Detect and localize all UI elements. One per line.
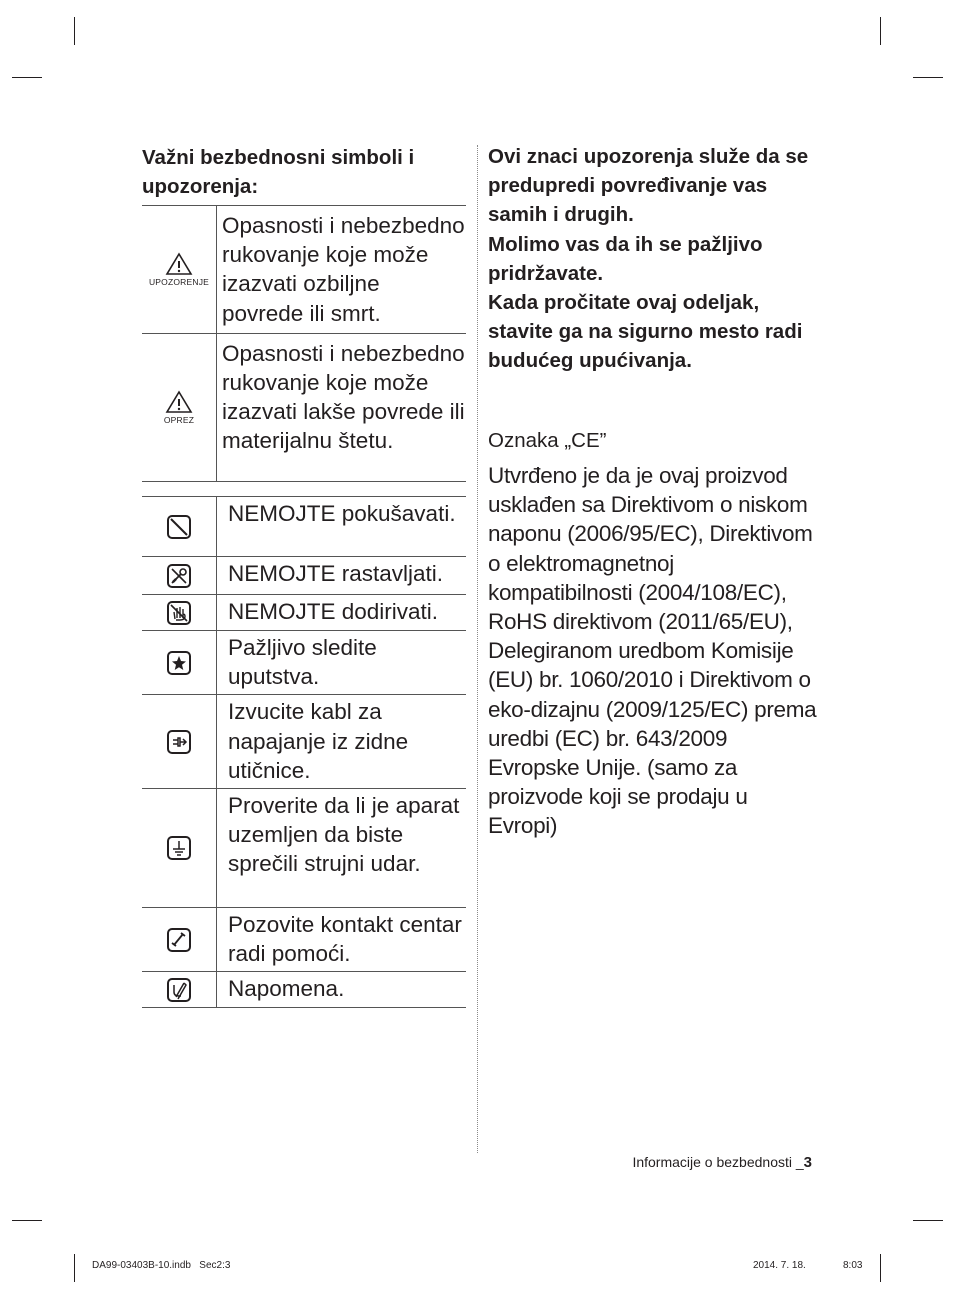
symbol-icon-cell [142, 695, 217, 789]
crop-mark [880, 1254, 881, 1282]
symbol-text: Izvucite kabl za napajanje iz zidne utičnice. [217, 695, 467, 789]
warning-text: Opasnosti i nebezbedno rukovanje koje može izazvati ozbiljne povrede ili smrt. [217, 206, 467, 334]
symbol-row [142, 695, 466, 789]
star-follow-icon [167, 651, 191, 675]
caution-row [142, 333, 466, 481]
symbol-text: Proverite da li je aparat uzemljen da biste sprečili strujni udar. [217, 789, 467, 908]
symbols-table [142, 496, 466, 1008]
symbol-row [142, 595, 466, 631]
crop-mark [74, 1254, 75, 1282]
prohibited-icon [167, 515, 191, 539]
note-icon [167, 978, 191, 1002]
symbol-icon-cell [142, 972, 217, 1008]
warning-triangle-icon [165, 252, 193, 276]
crop-mark [913, 77, 943, 78]
notice-paragraph: Molimo vas da ih se pažljivo pridržavate. [488, 232, 763, 285]
ce-heading: Oznaka „CE” [488, 429, 607, 452]
footer-section-title: Informacije o bezbednosti _ [632, 1154, 804, 1170]
page-footer [632, 1154, 812, 1171]
symbol-row [142, 557, 466, 595]
symbol-text: NEMOJTE pokušavati. [217, 497, 467, 557]
symbol-icon-cell [142, 631, 217, 695]
symbol-text: Napomena. [217, 972, 467, 1008]
no-touch-icon [167, 601, 191, 625]
crop-mark [12, 77, 42, 78]
ground-icon [167, 836, 191, 860]
symbol-row [142, 972, 466, 1008]
crop-mark [880, 17, 881, 45]
crop-mark [12, 1220, 42, 1221]
symbol-text: Pažljivo sledite uputstva. [217, 631, 467, 695]
print-date: 2014. 7. 18. [753, 1260, 806, 1271]
symbol-text: Pozovite kontakt centar radi pomoći. [217, 908, 467, 972]
symbol-icon-cell [142, 908, 217, 972]
no-disassemble-icon [167, 564, 191, 588]
symbol-icon-cell [142, 789, 217, 908]
print-file-info: DA99-03403B-10.indb Sec2:3 [92, 1260, 231, 1271]
warning-notice [488, 142, 818, 376]
warning-label: UPOZORENJE [148, 276, 210, 287]
caution-text: Opasnosti i nebezbedno rukovanje koje može izazvati lakše povrede ili materijalnu štetu. [217, 333, 467, 481]
warning-icon-cell [142, 206, 217, 334]
print-time: 8:03 [843, 1260, 863, 1271]
column-divider [477, 145, 478, 1153]
ce-paragraph: Utvrđeno je da je ovaj proizvod usklađen sa Direktivom o niskom naponu (2006/95/EC), Direktivom o elektromagnetnoj kompatibilnosti (2004/108/EC), RoHS direktivom (2011/65/EU), Delegiranom uredbom Komisije (EU) br. 1060/2010 i Direktivom o eko-dizajnu (2009/125/EC) prema uredbi (EC) br. 643/2009 Evropske Unije. (samo za proizvode koji se prodaju u Evropi) [488, 463, 817, 839]
symbol-icon-cell [142, 557, 217, 595]
unplug-icon [167, 730, 191, 754]
crop-mark [74, 17, 75, 45]
page-number: 3 [803, 1154, 812, 1171]
notice-paragraph: Ovi znaci upozorenja služe da se predupredi povređivanje vas samih i drugih. [488, 145, 809, 227]
warning-row [142, 206, 466, 334]
caution-label: OPREZ [163, 414, 195, 425]
symbol-icon-cell [142, 595, 217, 631]
notice-paragraph: Kada pročitate ovaj odeljak, stavite ga na sigurno mesto radi budućeg upućivanja. [488, 291, 803, 373]
caution-triangle-icon [165, 390, 193, 414]
crop-mark [913, 1220, 943, 1221]
symbol-icon-cell [142, 497, 217, 557]
symbol-row [142, 789, 466, 908]
warning-table [142, 205, 466, 482]
symbol-text: NEMOJTE dodirivati. [217, 595, 467, 631]
symbol-text: NEMOJTE rastavljati. [217, 557, 467, 595]
section-title: Važni bezbednosni simboli i upozorenja: [142, 146, 415, 198]
symbol-row [142, 497, 466, 557]
symbol-row [142, 631, 466, 695]
phone-icon [167, 928, 191, 952]
symbol-row [142, 908, 466, 972]
caution-icon-cell [142, 333, 217, 481]
